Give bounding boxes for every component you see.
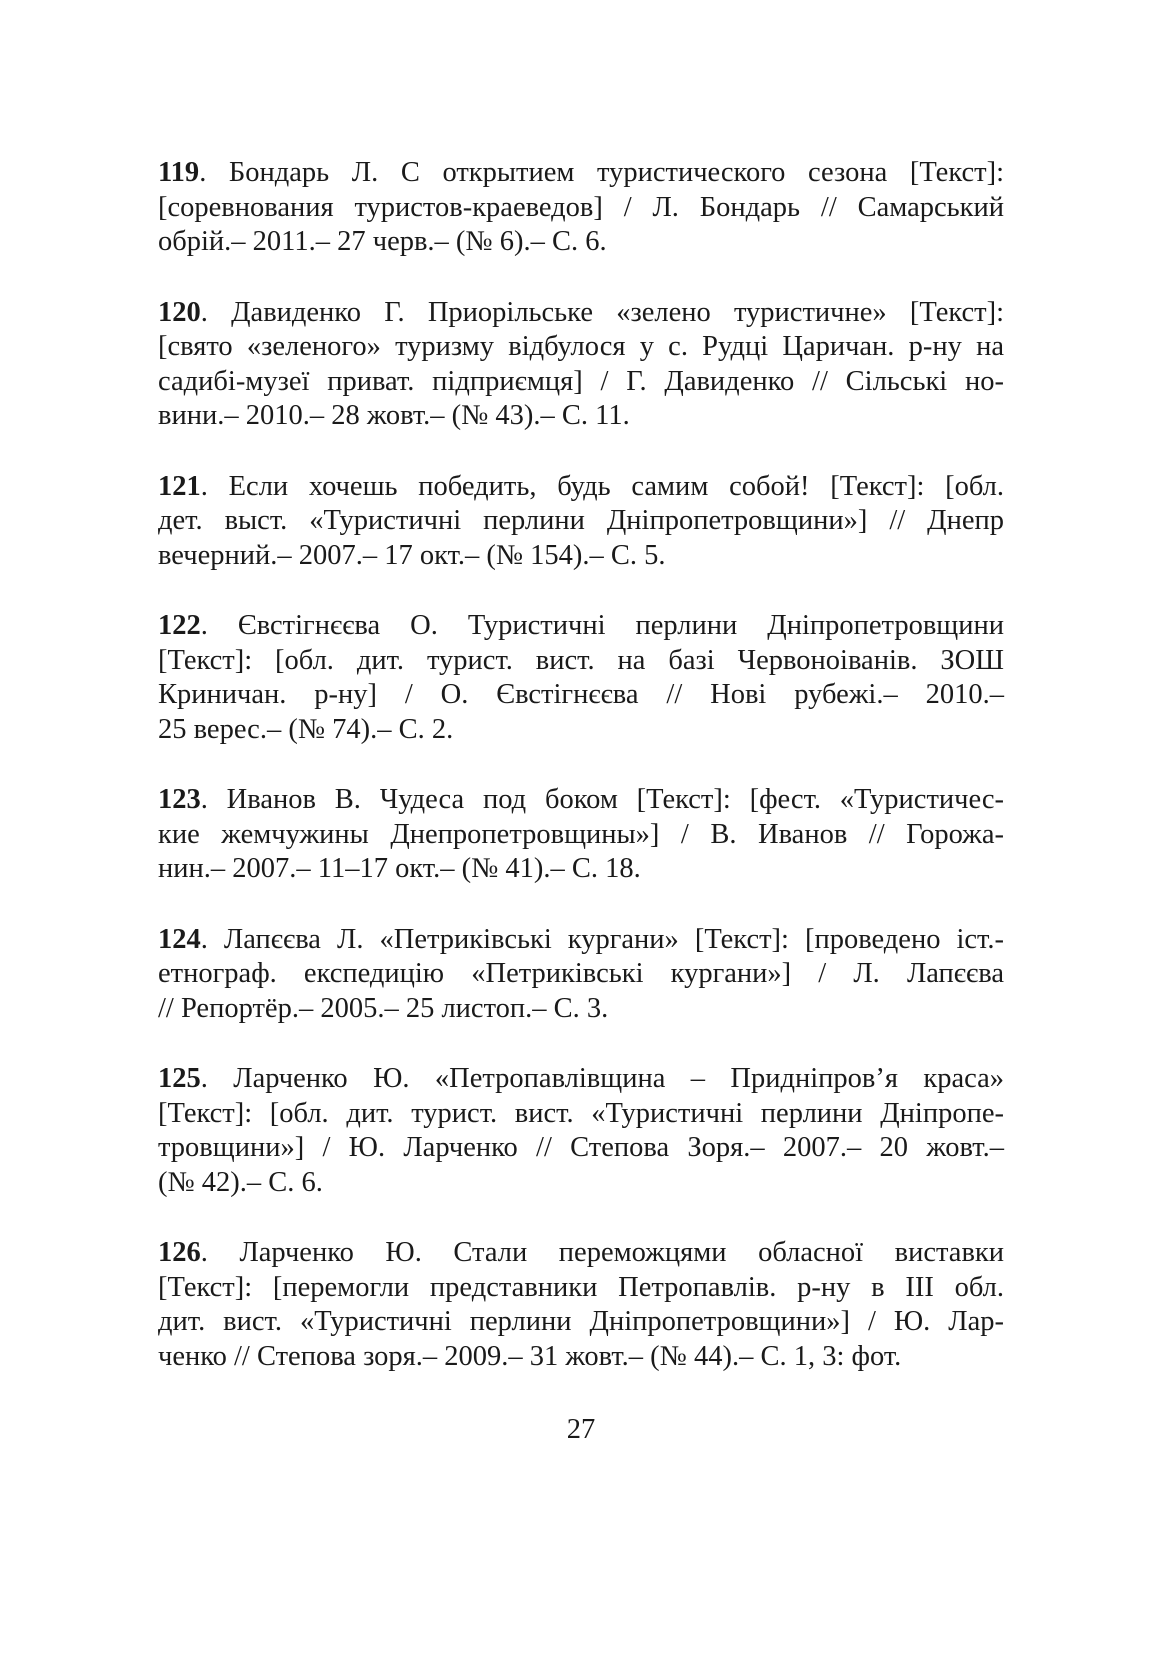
entry-line: [соревнования туристов-краеведов] / Л. Бондарь // Самарський <box>158 191 1004 223</box>
entry-line <box>158 470 1004 505</box>
entry-line <box>158 923 1004 958</box>
bibliography-page <box>158 156 1004 1410</box>
entry-text: . Бондарь Л. С открытием туристического сезона [Текст]: <box>199 157 1004 188</box>
bibliography-entry-122 <box>158 609 1004 747</box>
bibliography-entry-126 <box>158 1236 1004 1374</box>
entry-text: . Лапєєва Л. «Петриківські кургани» [Текст]: [проведено іст.- <box>200 923 1004 955</box>
entry-text: . Євстігнєєва О. Туристичні перлини Дніпропетровщини <box>200 610 1004 641</box>
entry-line: [Текст]: [обл. дит. турист. вист. на базі Червоноіванів. ЗОШ <box>158 644 1004 676</box>
entry-line <box>158 1062 1004 1097</box>
entry-line: дет. выст. «Туристичні перлини Дніпропетровщини»] // Днепр <box>158 505 1004 536</box>
entry-number: 120 <box>158 296 201 328</box>
entry-line <box>158 1236 1004 1271</box>
entry-line: дит. вист. «Туристичні перлини Дніпропетровщини»] / Ю. Лар- <box>158 1306 1004 1337</box>
entry-line <box>158 296 1004 331</box>
entry-line: Криничан. р-ну] / О. Євстігнєєва // Нові рубежі.– 2010.– <box>158 679 1004 710</box>
entry-text: . Ларченко Ю. Стали переможцями обласної виставки <box>200 1237 1004 1268</box>
entry-line: // Репортёр.– 2005.– 25 листоп.– С. 3. <box>158 992 609 1024</box>
entry-line: [Текст]: [обл. дит. турист. вист. «Туристичні перлини Дніпропе- <box>158 1097 1004 1129</box>
entry-number: 123 <box>158 784 201 815</box>
bibliography-entry-121 <box>158 470 1004 574</box>
entry-line: кие жемчужины Днепропетровщины»] / В. Иванов // Горожа- <box>158 818 1004 850</box>
entry-line: етнограф. експедицію «Петриківські кургани»] / Л. Лапєєва <box>158 958 1004 989</box>
entry-text: . Если хочешь победить, будь самим собой! [Текст]: [обл. <box>200 470 1004 502</box>
entry-line: нин.– 2007.– 11–17 окт.– (№ 41).– С. 18. <box>158 853 641 884</box>
entry-line: тровщини»] / Ю. Ларченко // Степова Зоря.– 2007.– 20 жовт.– <box>158 1132 1004 1163</box>
entry-line: [Текст]: [перемогли представники Петропавлів. р-ну в ІІІ обл. <box>158 1271 1004 1303</box>
entry-line: вини.– 2010.– 28 жовт.– (№ 43).– С. 11. <box>158 400 630 431</box>
bibliography-entry-119 <box>158 156 1004 260</box>
entry-line: обрій.– 2011.– 27 черв.– (№ 6).– С. 6. <box>158 226 607 257</box>
entry-line: (№ 42).– С. 6. <box>158 1166 323 1198</box>
entry-number: 124 <box>158 923 201 955</box>
entry-text: . Ларченко Ю. «Петропавлівщина – Придніпров’я краса» <box>200 1063 1004 1094</box>
bibliography-entry-125 <box>158 1062 1004 1200</box>
entry-line <box>158 156 1004 191</box>
entry-line: садибі-музеї приват. підприємця] / Г. Давиденко // Сільські но- <box>158 365 1004 397</box>
entry-number: 122 <box>158 610 201 641</box>
entry-line <box>158 609 1004 644</box>
entry-line: вечерний.– 2007.– 17 окт.– (№ 154).– С. 5. <box>158 539 666 571</box>
entry-line: 25 верес.– (№ 74).– С. 2. <box>158 713 454 745</box>
page-number: 27 <box>566 1414 596 1445</box>
entry-text: . Иванов В. Чудеса под боком [Текст]: [фест. «Туристичес- <box>200 784 1004 815</box>
bibliography-entry-123 <box>158 783 1004 887</box>
entry-line: [свято «зеленого» туризму відбулося у с. Рудці Царичан. р-ну на <box>158 331 1004 362</box>
entry-number: 121 <box>158 470 201 502</box>
entry-number: 126 <box>158 1237 201 1268</box>
entry-line <box>158 783 1004 818</box>
bibliography-entry-120 <box>158 296 1004 434</box>
bibliography-entry-124 <box>158 923 1004 1027</box>
entry-text: . Давиденко Г. Приорільське «зелено туристичне» [Текст]: <box>200 296 1004 328</box>
entry-number: 119 <box>158 157 200 188</box>
entry-line: ченко // Степова зоря.– 2009.– 31 жовт.– (№ 44).– С. 1, 3: фот. <box>158 1340 902 1372</box>
entry-number: 125 <box>158 1063 201 1094</box>
